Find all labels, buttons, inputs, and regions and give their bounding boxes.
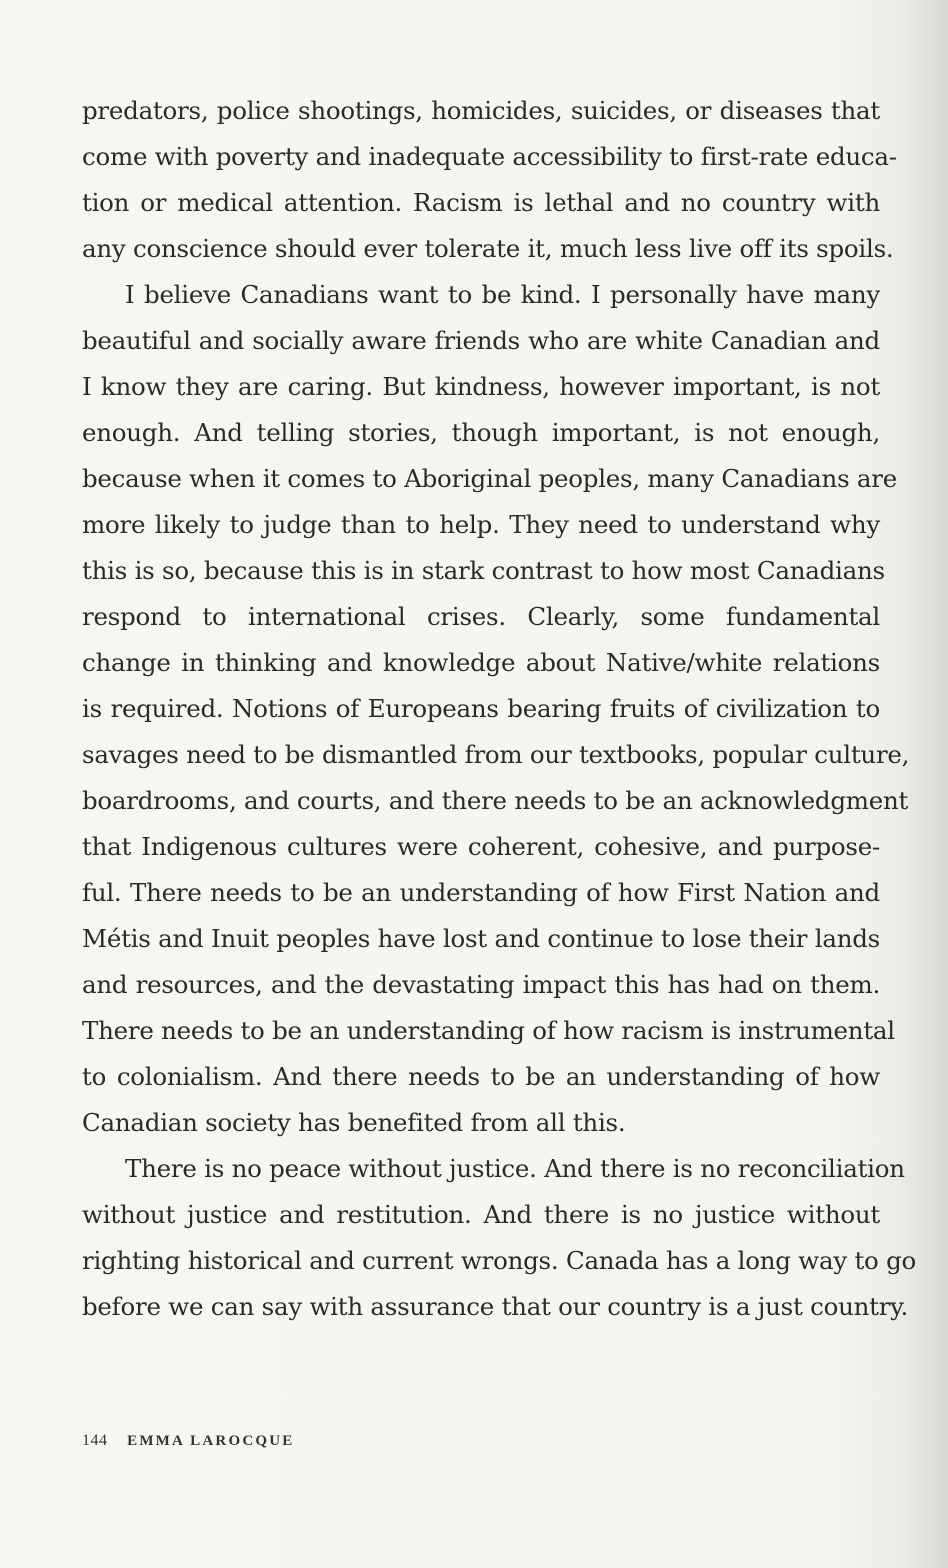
text-line: Canadian society has benefited from all this. (82, 1108, 626, 1137)
text-line: ful. There needs to be an understanding of how First Nation and (82, 878, 880, 907)
text-line: righting historical and current wrongs. Canada has a long way to go (82, 1246, 917, 1275)
text-line: tion or medical attention. Racism is lethal and no country with (82, 188, 880, 217)
text-line: boardrooms, and courts, and there needs to be an acknowledgment (82, 786, 909, 815)
text-line: more likely to judge than to help. They need to understand why (82, 510, 880, 539)
text-line: There is no peace without justice. And there is no reconciliation (125, 1154, 905, 1183)
text-line: that Indigenous cultures were coherent, cohesive, and purpose- (82, 832, 880, 861)
text-line: predators, police shootings, homicides, suicides, or diseases that (82, 96, 880, 125)
page-body-text (82, 88, 917, 1330)
text-line: before we can say with assurance that our country is a just country. (82, 1292, 909, 1321)
text-line: beautiful and socially aware friends who are white Canadian and (82, 326, 880, 355)
text-line: enough. And telling stories, though important, is not enough, (82, 418, 880, 447)
text-line: savages need to be dismantled from our textbooks, popular culture, (82, 740, 910, 769)
text-line: respond to international crises. Clearly, some fundamental (82, 602, 880, 631)
text-line: because when it comes to Aboriginal peoples, many Canadians are (82, 464, 898, 493)
text-line: Métis and Inuit peoples have lost and continue to lose their lands (82, 924, 880, 953)
page-number: 144 (82, 1432, 108, 1449)
text-line: this is so, because this is in stark contrast to how most Canadians (82, 556, 885, 585)
text-line: come with poverty and inadequate accessibility to first-rate educa- (82, 142, 897, 171)
text-line: to colonialism. And there needs to be an understanding of how (82, 1062, 880, 1091)
text-line: I know they are caring. But kindness, however important, is not (82, 372, 880, 401)
text-line: I believe Canadians want to be kind. I personally have many (125, 280, 880, 309)
text-line: any conscience should ever tolerate it, much less live off its spoils. (82, 234, 894, 263)
text-line: is required. Notions of Europeans bearing fruits of civilization to (82, 694, 880, 723)
running-head-author: EMMA LAROCQUE (127, 1433, 295, 1449)
text-line: and resources, and the devastating impact this has had on them. (82, 970, 880, 999)
text-line: without justice and restitution. And there is no justice without (82, 1200, 880, 1229)
page-footer (82, 1432, 294, 1450)
text-line: There needs to be an understanding of how racism is instrumental (82, 1016, 895, 1045)
text-line: change in thinking and knowledge about Native/white relations (82, 648, 880, 677)
